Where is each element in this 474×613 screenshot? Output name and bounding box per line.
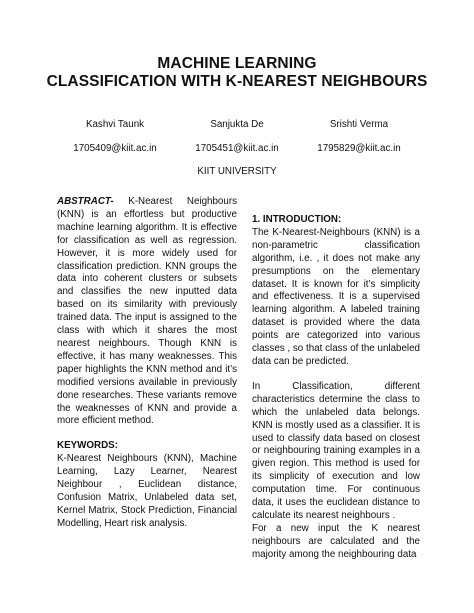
- intro-paragraph-3: For a new input the K nearest neighbours are calculated and the majority among the neighbouring data: [252, 522, 420, 560]
- keywords-heading: KEYWORDS:: [57, 440, 118, 452]
- author-block: [294, 119, 424, 154]
- author-email: 1705451@kiit.ac.in: [195, 143, 279, 154]
- intro-paragraph-2: In Classification, different characteristics determine the class to which the unlabeled data belongs. KNN is mostly used as a classifier. It is used to classify data based on closest or neighbouring training examples in a given region. This method is used for its simplicity of execution and low computation time. For continuous data, it uses the euclidean distance to calculate its nearest neighbours .: [252, 380, 420, 521]
- abstract-paragraph: [57, 196, 237, 428]
- author-block: [50, 119, 180, 154]
- author-name: Kashvi Taunk: [85, 119, 145, 130]
- author-email: 1705409@kiit.ac.in: [73, 143, 157, 154]
- left-column: [57, 196, 237, 531]
- paper-title-line-1: MACHINE LEARNING: [157, 55, 317, 72]
- abstract-text: K-Nearest Neighbours (KNN) is an effortless but productive machine learning algorithm. It is effective for classification as well as regression. However, it is more widely used for classification prediction. KNN groups the data into coherent clusters or subsets and classifies the new inputted data based on its similarity with previously trained data. The input is assigned to the class with which it shares the most nearest neighbours. Though KNN is effective, it has many weaknesses. This paper highlights the KNN method and it’s modified versions available in previously done researches. These variants remove the weaknesses of KNN and provide a more efficient method.: [57, 196, 237, 427]
- right-column: [252, 214, 420, 562]
- author-block: [172, 119, 302, 154]
- introduction-heading: 1. INTRODUCTION:: [252, 214, 342, 225]
- keywords-text: K-Nearest Neighbours (KNN), Machine Learning, Lazy Learner, Nearest Neighbour , Euclidean distance, Confusion Matrix, Unlabeled data set, Kernel Matrix, Stock Prediction, Financial Modelling, Heart risk analysis.: [57, 453, 237, 529]
- abstract-label: ABSTRACT-: [57, 196, 114, 207]
- paper-title-line-2: CLASSIFICATION WITH K-NEAREST NEIGHBOURS: [46, 73, 428, 90]
- intro-paragraph-1: The K-Nearest-Neighbours (KNN) is a non-parametric classification algorithm, i.e. , it does not make any presumptions on the elementary dataset. It is known for it’s simplicity and effectiveness. It is a supervised learning algorithm. A labeled training dataset is provided where the data points are categorized into various classes , so that class of the unlabeled data can be predicted.: [252, 226, 420, 367]
- affiliation: KIIT UNIVERSITY: [197, 166, 277, 177]
- author-name: Srishti Verma: [329, 119, 389, 130]
- author-name: Sanjukta De: [210, 119, 264, 130]
- author-email: 1795829@kiit.ac.in: [317, 143, 401, 154]
